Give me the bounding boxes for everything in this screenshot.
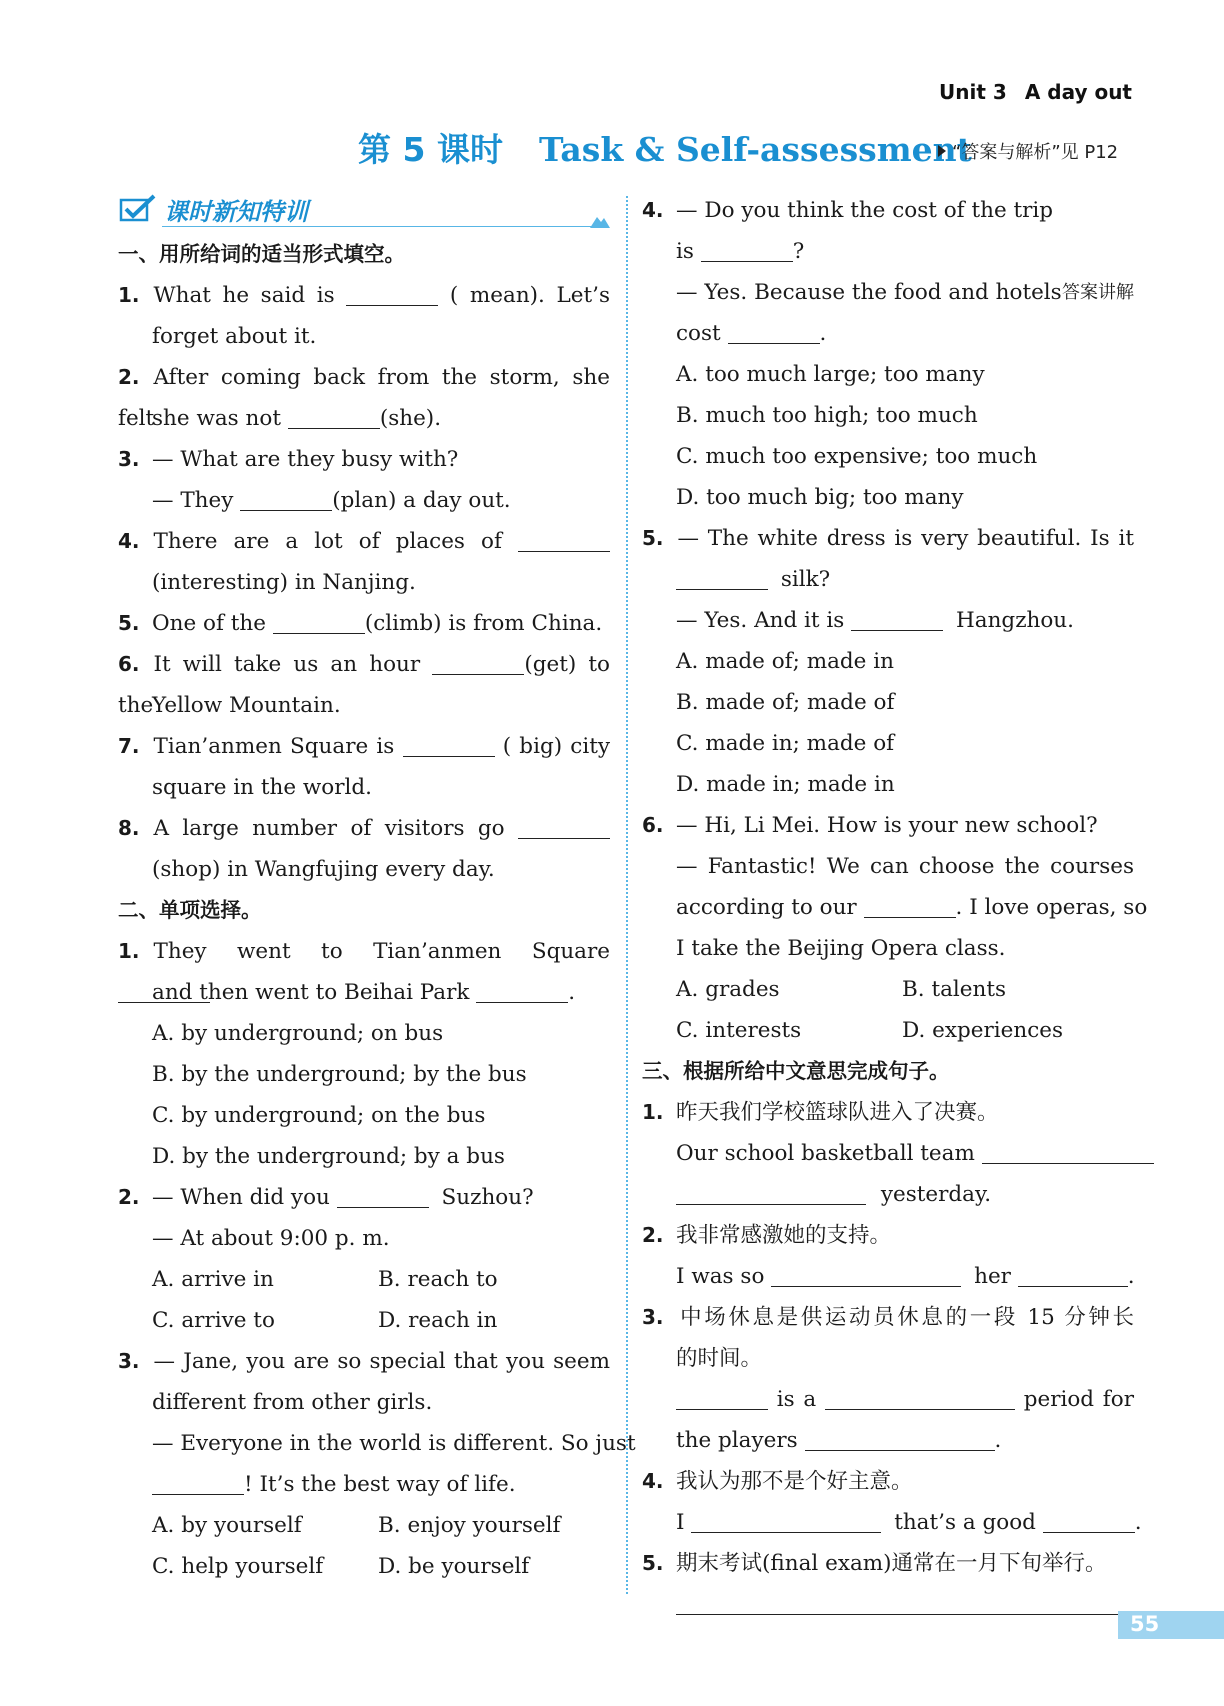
option[interactable]: B. enjoy yourself xyxy=(378,1513,561,1538)
question-line: 2. After coming back from the storm, she felt xyxy=(118,365,610,431)
answer-blank[interactable] xyxy=(337,1181,429,1208)
question-line: 4. There are a lot of places of xyxy=(118,521,610,562)
triangle-right-icon xyxy=(938,145,946,157)
option[interactable]: B. much too high; too much xyxy=(676,403,978,428)
option[interactable]: A. made of; made in xyxy=(676,649,894,674)
answer-explanation-tag[interactable]: 答案讲解 xyxy=(1062,282,1134,303)
answer-blank[interactable] xyxy=(676,563,768,590)
question-line xyxy=(642,1584,1134,1625)
question-line: 的时间。 xyxy=(676,1346,763,1371)
answer-blank[interactable] xyxy=(288,402,380,429)
answer-blank[interactable] xyxy=(851,604,943,631)
question-line: — They (plan) a day out. xyxy=(118,480,610,521)
answer-blank[interactable] xyxy=(728,317,820,344)
answer-blank[interactable] xyxy=(518,525,610,552)
option[interactable]: C. made in; made of xyxy=(676,731,895,756)
question-line: yesterday. xyxy=(642,1174,1134,1215)
answer-blank[interactable] xyxy=(152,1468,244,1495)
option-row xyxy=(642,1010,1134,1051)
option[interactable]: B. by the underground; by the bus xyxy=(152,1062,527,1087)
question-line: is a period for xyxy=(642,1379,1134,1420)
question-line: 3. — What are they busy with? xyxy=(118,447,459,472)
question-line: I that’s a good . xyxy=(642,1502,1134,1543)
option[interactable]: C. by underground; on the bus xyxy=(152,1103,486,1128)
page-number: 55 xyxy=(1130,1612,1160,1636)
question-line: I take the Beijing Opera class. xyxy=(676,936,1006,961)
unit-title: A day out xyxy=(1024,80,1132,104)
question-line: she was not (she). xyxy=(118,398,610,439)
question-line: — Yes. Because the food and hotels 答案讲解 xyxy=(642,272,1134,313)
option[interactable]: C. interests xyxy=(676,1018,802,1043)
answer-blank[interactable] xyxy=(771,1260,961,1287)
section-banner xyxy=(118,190,610,234)
answer-blank[interactable] xyxy=(1018,1260,1128,1287)
question-line: — Fantastic! We can choose the courses xyxy=(676,854,1134,879)
option[interactable]: C. arrive to xyxy=(152,1308,275,1333)
question-line: 1. What he said is ( mean). Let’s xyxy=(118,275,610,316)
question-line: according to our . I love operas, so xyxy=(642,887,1134,928)
question-line: and then went to Beihai Park . xyxy=(118,972,610,1013)
option[interactable]: B. made of; made of xyxy=(676,690,895,715)
option[interactable]: D. too much big; too many xyxy=(676,485,964,510)
answer-blank[interactable] xyxy=(701,235,793,262)
answer-blank[interactable] xyxy=(476,976,568,1003)
answer-blank[interactable] xyxy=(676,1383,768,1410)
question-line: Yellow Mountain. xyxy=(152,693,341,718)
question-line: I was so her . xyxy=(642,1256,1134,1297)
banner-label: 课时新知特训 xyxy=(164,198,308,226)
option[interactable]: D. made in; made in xyxy=(676,772,895,797)
question-line: 5. One of the (climb) is from China. xyxy=(118,603,610,644)
question-line: (shop) in Wangfujing every day. xyxy=(152,857,495,882)
section-heading: 一、用所给词的适当形式填空。 xyxy=(118,242,405,266)
question-line: the players . xyxy=(642,1420,1134,1461)
section-heading: 二、单项选择。 xyxy=(118,898,262,922)
question-line: forget about it. xyxy=(152,324,317,349)
option-row xyxy=(118,1259,610,1300)
question-line: 1. They went to Tian’anmen Square xyxy=(118,931,610,972)
question-line: different from other girls. xyxy=(152,1390,433,1415)
answer-blank[interactable] xyxy=(273,607,365,634)
question-line: 2. — When did you Suzhou? xyxy=(118,1177,610,1218)
question-line: 1. 昨天我们学校篮球队进入了决赛。 xyxy=(642,1100,999,1125)
question-line: 5. 期末考试(final exam)通常在一月下旬举行。 xyxy=(642,1551,1107,1576)
checkmark-icon xyxy=(118,194,158,224)
lesson-topic: Task & Self-assessment xyxy=(538,130,972,169)
unit-header xyxy=(939,80,1132,104)
answer-blank[interactable] xyxy=(346,279,438,306)
answer-blank[interactable] xyxy=(864,891,956,918)
option[interactable]: B. talents xyxy=(902,977,1007,1002)
page-number-box xyxy=(1118,1611,1224,1639)
question-line: ! It’s the best way of life. xyxy=(118,1464,610,1505)
answer-blank[interactable] xyxy=(676,1588,1138,1615)
answer-blank[interactable] xyxy=(825,1383,1015,1410)
question-line: square in the world. xyxy=(152,775,372,800)
banner-rule xyxy=(162,226,598,227)
lesson-title xyxy=(358,124,972,171)
section-heading: 三、根据所给中文意思完成句子。 xyxy=(642,1059,950,1083)
option-row xyxy=(118,1505,610,1546)
answer-blank[interactable] xyxy=(1043,1506,1135,1533)
option[interactable]: D. by the underground; by a bus xyxy=(152,1144,505,1169)
lesson-title-bar xyxy=(0,124,1224,174)
answer-blank[interactable] xyxy=(403,730,495,757)
question-line: 6. — Hi, Li Mei. How is your new school? xyxy=(642,813,1098,838)
answer-blank[interactable] xyxy=(805,1424,995,1451)
question-line: Our school basketball team xyxy=(642,1133,1134,1174)
option[interactable]: A. arrive in xyxy=(152,1267,274,1292)
mountain-icon xyxy=(590,214,610,228)
answer-blank[interactable] xyxy=(518,812,610,839)
question-line: 2. 我非常感激她的支持。 xyxy=(642,1223,892,1248)
question-line: 5. — The white dress is very beautiful. Is it xyxy=(642,526,1134,551)
answer-blank[interactable] xyxy=(676,1178,866,1205)
answer-blank[interactable] xyxy=(432,648,524,675)
question-line: silk? xyxy=(642,559,1134,600)
question-line: is ? xyxy=(642,231,1134,272)
answer-blank[interactable] xyxy=(240,484,332,511)
option-row xyxy=(118,1300,610,1341)
option[interactable]: D. be yourself xyxy=(378,1554,530,1579)
answer-blank[interactable] xyxy=(982,1137,1154,1164)
question-line: 8. A large number of visitors go xyxy=(118,808,610,849)
question-line: — At about 9:00 p. m. xyxy=(152,1226,390,1251)
option-row xyxy=(118,1546,610,1587)
unit-label: Unit 3 xyxy=(939,80,1007,104)
left-column xyxy=(118,190,636,1587)
question-line: 4. 我认为那不是个好主意。 xyxy=(642,1469,913,1494)
answer-reference xyxy=(938,138,1118,164)
option[interactable]: D. experiences xyxy=(902,1018,1063,1043)
lesson-number: 第 5 课时 xyxy=(358,130,503,169)
option[interactable]: A. grades xyxy=(676,977,780,1002)
answer-blank[interactable] xyxy=(691,1506,881,1533)
option[interactable]: A. by yourself xyxy=(152,1513,302,1538)
option[interactable]: A. by underground; on bus xyxy=(152,1021,444,1046)
question-line: (interesting) in Nanjing. xyxy=(152,570,416,595)
question-line: 6. It will take us an hour (get) to the xyxy=(118,644,610,685)
right-column xyxy=(642,190,1148,1625)
question-line: — Yes. And it is Hangzhou. xyxy=(642,600,1134,641)
option[interactable]: A. too much large; too many xyxy=(676,362,985,387)
question-line: 3. 中场休息是供运动员休息的一段 15 分钟长 xyxy=(642,1305,1134,1330)
option-row xyxy=(642,969,1134,1010)
question-line: 3. — Jane, you are so special that you seem xyxy=(118,1349,610,1374)
question-line: 4. — Do you think the cost of the trip xyxy=(642,198,1054,223)
question-line: — Everyone in the world is different. So just xyxy=(152,1431,636,1456)
option[interactable]: B. reach to xyxy=(378,1267,498,1292)
question-line: cost . xyxy=(642,313,1134,354)
column-divider xyxy=(626,196,628,1594)
question-line: 7. Tian’anmen Square is ( big) city xyxy=(118,726,610,767)
option[interactable]: D. reach in xyxy=(378,1308,498,1333)
answer-reference-text: “答案与解析”见 P12 xyxy=(952,142,1119,163)
option[interactable]: C. help yourself xyxy=(152,1554,324,1579)
option[interactable]: C. much too expensive; too much xyxy=(676,444,1038,469)
